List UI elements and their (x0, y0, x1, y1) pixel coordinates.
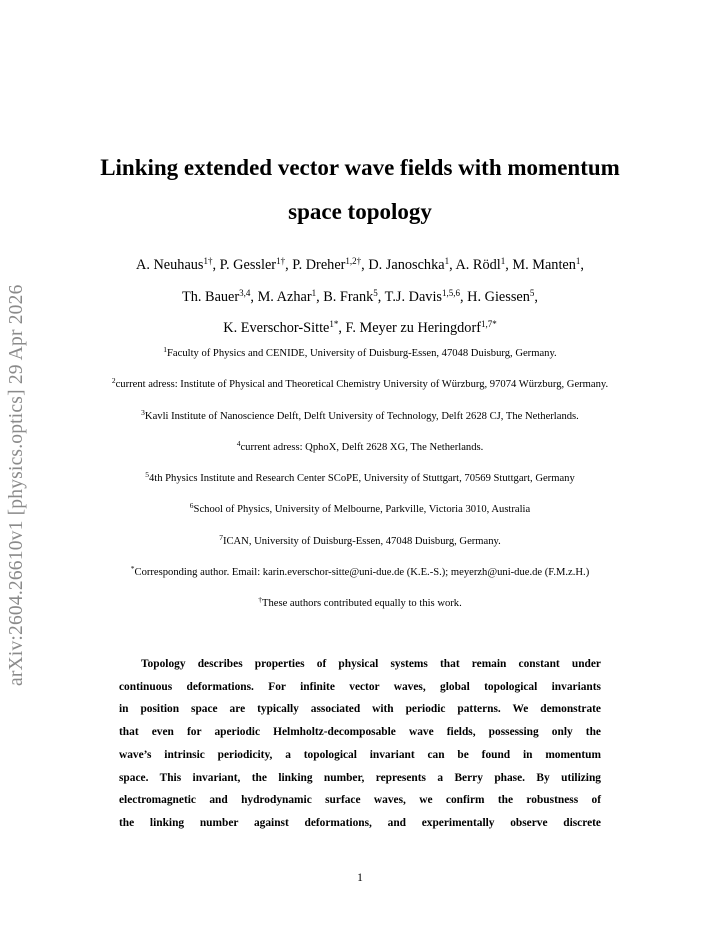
author-separator: , (338, 320, 346, 336)
abstract-line: continuous deformations. For infinite vector waves, global topological invariants (119, 680, 601, 693)
affiliation-text: ICAN, University of Duisburg-Essen, 47048 Duisburg, Germany. (222, 535, 501, 547)
affiliation-mark: 5 (145, 470, 149, 480)
paper-title (60, 146, 660, 234)
affiliation-text: Corresponding author. Email: karin.everschor-sitte@uni-due.de (K.E.-S.); meyerzh@uni-due.de (F.M.z.H.) (134, 567, 590, 579)
author-affiliation-mark: 1,7* (480, 319, 497, 329)
author-separator: , (534, 288, 538, 305)
author-affiliation-mark: 1† (276, 256, 286, 266)
abstract-line: Topology describes properties of physical systems that remain constant under (141, 658, 601, 670)
author-separator: , (212, 257, 220, 273)
author-name: K. Everschor-Sitte (223, 320, 330, 336)
affiliation (40, 438, 680, 473)
affiliation-mark: * (130, 564, 135, 574)
author-affiliation-mark: 1,2† (345, 256, 362, 266)
author-affiliation-mark: 3,4 (239, 287, 251, 298)
author-name: B. Frank (323, 288, 374, 305)
affiliation-mark: 2 (111, 376, 116, 386)
author-affiliation-mark: 1 (500, 256, 506, 266)
author-separator: , (316, 288, 324, 305)
author-name: M. Azhar (257, 288, 312, 305)
author-name: D. Janoschka (368, 257, 445, 273)
affiliation-list (40, 345, 680, 630)
affiliation (40, 376, 680, 410)
author-name: Th. Bauer (182, 288, 240, 305)
author-name: A. Neuhaus (136, 257, 204, 273)
author-affiliation-mark: 1 (311, 287, 317, 298)
affiliation-mark: 7 (219, 532, 223, 542)
title-line-2: space topology (288, 199, 432, 224)
author-affiliation-mark: 1* (329, 319, 339, 329)
author-separator: , (460, 288, 468, 305)
affiliation-text: current adress: QphoX, Delft 2628 XG, The Netherlands. (240, 441, 484, 453)
affiliation-mark: 6 (189, 501, 194, 511)
affiliation (40, 595, 680, 629)
abstract-line: wave’s intrinsic periodicity, a topological invariant can be found in momentum (119, 748, 601, 761)
abstract-line: the linking number against deformations, and experimentally observe discrete (119, 816, 601, 829)
author-name: P. Gessler (219, 257, 277, 273)
affiliation-text: current adress: Institute of Physical and Theoretical Chemistry University of Würzburg, 97074 Würzburg, Germany. (115, 379, 609, 391)
author-line (60, 313, 660, 345)
author-affiliation-mark: 5 (529, 287, 535, 298)
page-number: 1 (357, 872, 363, 884)
abstract-line: electromagnetic and hydrodynamic surface waves, we confirm the robustness of (119, 794, 601, 807)
author-name: F. Meyer zu Heringdorf (345, 320, 481, 336)
author-name: A. Rödl (455, 257, 501, 273)
affiliation-text: 4th Physics Institute and Research Center SCoPE, University of Stuttgart, 70569 Stuttgart, Germany (148, 473, 575, 485)
affiliation-text: School of Physics, University of Melbourne, Parkville, Victoria 3010, Australia (193, 504, 531, 516)
author-separator: , (505, 257, 513, 273)
author-name: P. Dreher (292, 257, 346, 273)
abstract-line: space. This invariant, the linking number, represents a Berry phase. By utilizing (119, 771, 601, 784)
affiliation (40, 501, 680, 535)
affiliation (40, 564, 680, 598)
author-separator: , (361, 257, 369, 273)
arxiv-identifier-stamp: arXiv:2604.26610v1 [physics.optics] 29 Apr 2026 (6, 284, 27, 686)
author-affiliation-mark: 1† (203, 256, 213, 266)
author-separator: , (250, 288, 258, 305)
affiliation-text: These authors contributed equally to this work. (261, 598, 462, 610)
author-affiliation-mark: 5 (373, 287, 378, 298)
abstract-line: that even for aperiodic Helmholtz-decomposable wave fields, possessing only the (119, 726, 601, 739)
abstract (119, 653, 601, 835)
author-affiliation-mark: 1 (575, 256, 581, 266)
affiliation (40, 345, 680, 379)
author-line (60, 250, 660, 282)
affiliation-mark: 1 (163, 345, 168, 354)
affiliation-mark: 4 (236, 438, 241, 448)
affiliation (40, 532, 680, 567)
author-separator: , (580, 257, 584, 273)
affiliation-mark: 3 (141, 407, 145, 417)
author-line (60, 282, 660, 314)
author-separator: , (285, 257, 293, 273)
abstract-line: in position space are typically associated with periodic patterns. We demonstrate (119, 703, 601, 716)
affiliation-text: Kavli Institute of Nanoscience Delft, Delft University of Technology, Delft 2628 CJ, The Netherlands. (144, 410, 579, 422)
author-affiliation-mark: 1 (444, 256, 450, 266)
title-line-1: Linking extended vector wave fields with momentum (100, 155, 620, 180)
author-name: M. Manten (512, 257, 576, 273)
author-separator: , (449, 257, 456, 273)
affiliation-mark: † (258, 595, 262, 605)
author-list (60, 250, 660, 345)
affiliation-text: Faculty of Physics and CENIDE, University of Duisburg-Essen, 47048 Duisburg, Germany. (167, 348, 557, 359)
affiliation (40, 407, 680, 442)
author-separator: , (377, 288, 385, 305)
author-name: H. Giessen (467, 288, 530, 305)
author-name: T.J. Davis (384, 288, 442, 305)
author-affiliation-mark: 1,5,6 (442, 287, 460, 298)
affiliation (40, 470, 680, 504)
